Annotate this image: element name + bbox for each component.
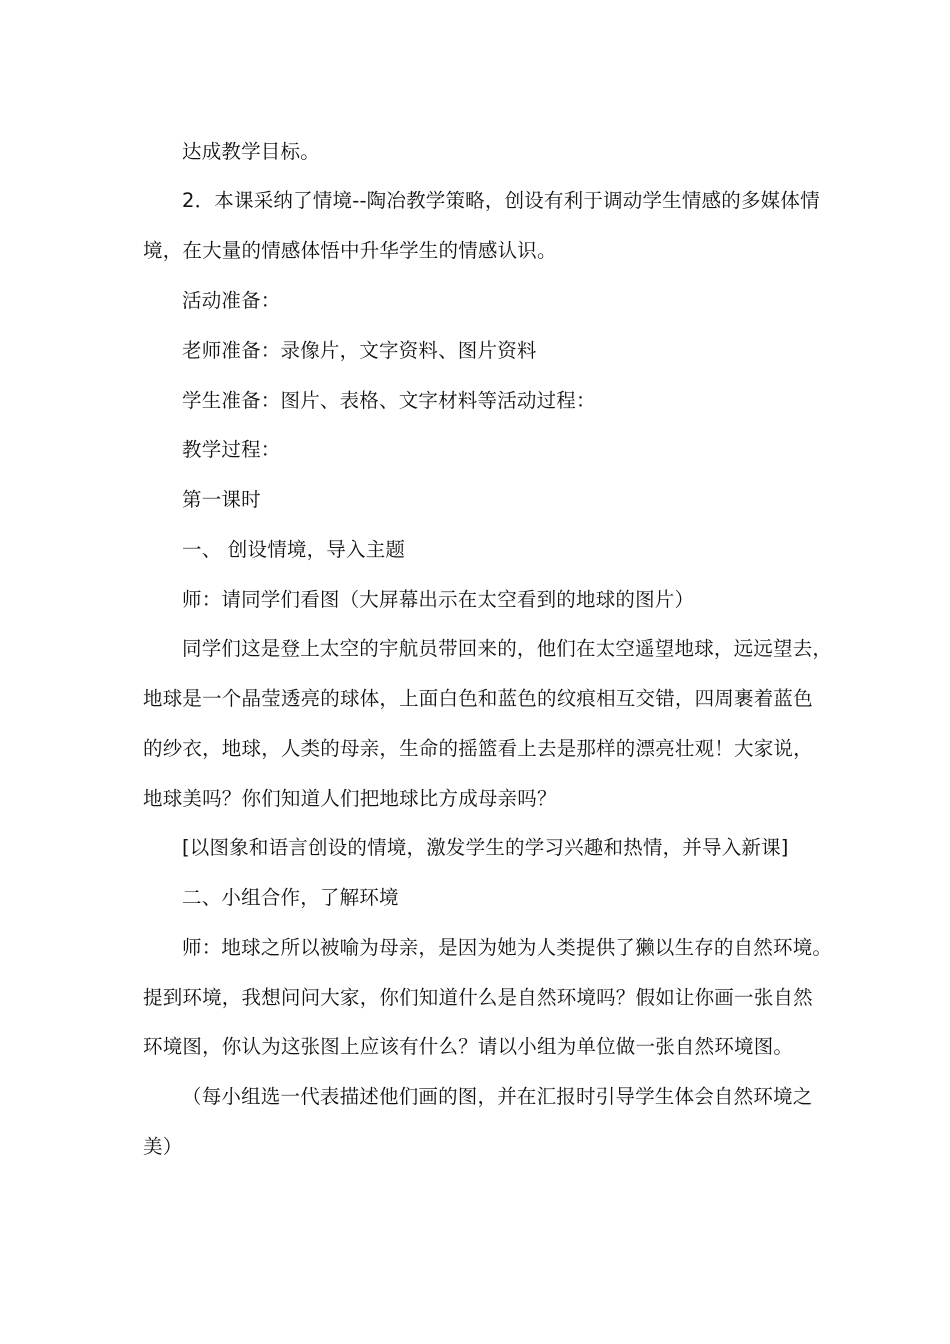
text-line: 师：请同学们看图（大屏幕出示在太空看到的地球的图片） (182, 588, 695, 611)
text-line: 教学过程： (182, 438, 281, 461)
text-line: 的纱衣，地球，人类的母亲，生命的摇篮看上去是那样的漂亮壮观！大家说， (143, 737, 813, 760)
text-line: 环境图，你认为这张图上应该有什么？请以小组为单位做一张自然环境图。 (143, 1035, 794, 1058)
text-line: 二、小组合作，了解环境 (182, 886, 399, 909)
text-line: 达成教学目标。 (182, 140, 320, 163)
text-line: 第一课时 (182, 488, 261, 511)
text-line: 地球是一个晶莹透亮的球体，上面白色和蓝色的纹痕相互交错，四周裹着蓝色 (143, 687, 813, 710)
text-line: 同学们这是登上太空的宇航员带回来的，他们在太空遥望地球，远远望去， (182, 637, 833, 660)
text-line: 境，在大量的情感体悟中升华学生的情感认识。 (143, 239, 557, 262)
text-line: 师：地球之所以被喻为母亲，是因为她为人类提供了獭以生存的自然环境。 (182, 936, 833, 959)
text-line: 老师准备：录像片，文字资料、图片资料 (182, 339, 537, 362)
text-line: 2．本课采纳了情境--陶冶教学策略，创设有利于调动学生情感的多媒体情 (182, 189, 820, 212)
text-line: 提到环境，我想问问大家，你们知道什么是自然环境吗？假如让你画一张自然 (143, 986, 813, 1009)
text-line: 活动准备： (182, 289, 281, 312)
text-line: 地球美吗？你们知道人们把地球比方成母亲吗？ (143, 787, 557, 810)
text-line: 一、 创设情境，导入主题 (182, 538, 406, 561)
text-line: [以图象和语言创设的情境，激发学生的学习兴趣和热情，并导入新课] (182, 836, 789, 859)
text-line: 美） (143, 1135, 183, 1158)
text-line: 学生准备：图片、表格、文字材料等活动过程： (182, 389, 596, 412)
text-line: （每小组选一代表描述他们画的图，并在汇报时引导学生体会自然环境之 (182, 1085, 813, 1108)
